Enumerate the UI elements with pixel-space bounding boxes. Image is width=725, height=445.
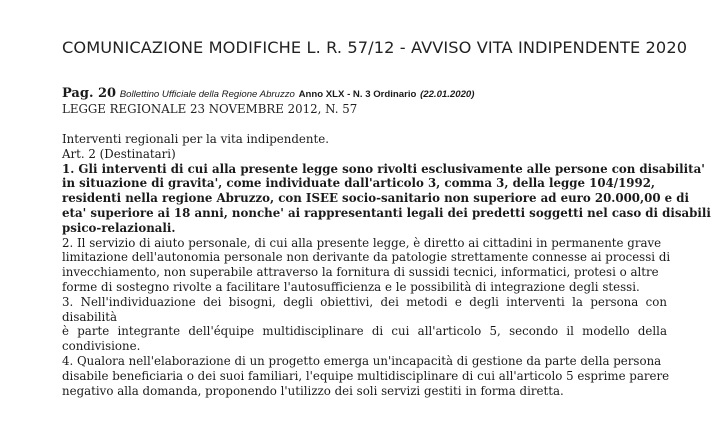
paragraph-line: forme di sostegno rivolte a facilitare l'autosufficienza e le possibilità di integrazione degli stessi. — [62, 279, 640, 294]
law-subject: Interventi regionali per la vita indipendente. — [62, 132, 329, 146]
paragraph-line: psico-relazionali. — [62, 220, 176, 235]
page-title: COMUNICAZIONE MODIFICHE L. R. 57/12 - AVVISO VITA INDIPENDENTE 2020 — [62, 38, 688, 57]
article-text — [62, 132, 711, 398]
bulletin-issue: Anno XLX - N. 3 Ordinario — [298, 89, 417, 100]
paragraph-line: condivisione. — [62, 339, 141, 354]
bulletin-date: (22.01.2020) — [420, 89, 475, 100]
paragraph-line: eta' superiore ai 18 anni, nonche' ai rappresentanti legali dei predetti soggetti nel caso di disabili — [62, 205, 711, 220]
bulletin-reference — [62, 86, 712, 102]
paragraph-line: limitazione dell'autonomia personale non derivante da patologie strettamente connesse ai processi di — [62, 250, 671, 265]
bulletin-name: Bollettino Ufficiale della Regione Abruzzo — [119, 89, 295, 100]
paragraph-line: negativo alla domanda, proponendo l'utilizzo dei soli servizi gestiti in forma diretta. — [62, 383, 564, 398]
paragraph-line: residenti nella regione Abruzzo, con ISEE socio-sanitario non superiore ad euro 20.000,00 e di — [62, 191, 689, 206]
paragraph-line: in situazione di gravita', come individuate dall'articolo 3, comma 3, della legge 104/1992, — [62, 176, 656, 191]
paragraph-line: invecchiamento, non superabile attraverso la fornitura di sussidi tecnici, informatici, protesi o altre — [62, 265, 659, 280]
law-title: LEGGE REGIONALE 23 NOVEMBRE 2012, N. 57 — [62, 102, 358, 116]
paragraph-line: 1. Gli interventi di cui alla presente legge sono rivolti esclusivamente alle persone con disabilita' — [62, 161, 705, 176]
paragraph-1 — [62, 161, 711, 236]
paragraph-line: 3. Nell'individuazione dei bisogni, degli obiettivi, dei metodi e degli interventi la persona con disabilità — [62, 294, 667, 324]
page-number: Pag. 20 — [62, 86, 117, 101]
paragraph-line: 4. Qualora nell'elaborazione di un progetto emerga un'incapacità di gestione da parte della persona — [62, 353, 662, 368]
paragraph-4 — [62, 353, 670, 398]
bulletin-header — [62, 86, 712, 116]
paragraph-3 — [62, 295, 667, 354]
paragraph-2 — [62, 235, 671, 295]
paragraph-line: 2. Il servizio di aiuto personale, di cui alla presente legge, è diretto ai cittadini in permanente grave — [62, 235, 662, 250]
article-heading: Art. 2 (Destinatari) — [62, 146, 176, 161]
paragraph-line: è parte integrante dell'équipe multidisciplinare di cui all'articolo 5, secondo il modello della — [62, 324, 667, 339]
paragraph-line: disabile beneficiaria o dei suoi familiari, l'equipe multidisciplinare di cui all'articolo 5 esprime parere — [62, 368, 670, 383]
